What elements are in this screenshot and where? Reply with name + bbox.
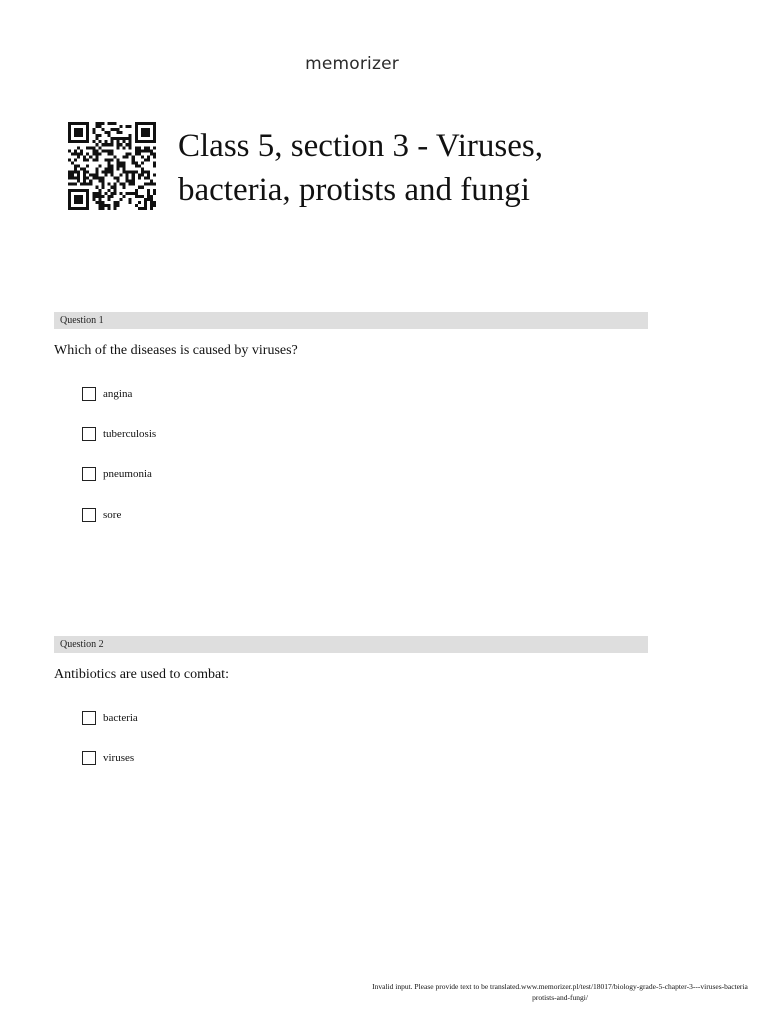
checkbox[interactable] bbox=[82, 427, 96, 441]
q2-option-viruses[interactable] bbox=[82, 749, 134, 767]
title-line-1: Class 5, section 3 - Viruses, bbox=[178, 128, 543, 164]
page-footer bbox=[352, 981, 768, 1003]
page-title bbox=[178, 124, 618, 212]
checkbox[interactable] bbox=[82, 751, 96, 765]
qr-code-icon bbox=[68, 122, 156, 210]
checkbox[interactable] bbox=[82, 387, 96, 401]
q1-option-pneumonia[interactable] bbox=[82, 465, 152, 483]
q2-option-bacteria[interactable] bbox=[82, 709, 138, 727]
option-label: tuberculosis bbox=[103, 428, 157, 440]
checkbox[interactable] bbox=[82, 467, 96, 481]
title-line-2: bacteria, protists and fungi bbox=[178, 172, 530, 208]
option-label: bacteria bbox=[103, 712, 138, 724]
option-label: pneumonia bbox=[103, 468, 152, 480]
footer-line-1: Invalid input. Please provide text to be translated.www.memorizer.pl/test/18017/biology-grade-5-chapter-3---viruses-bacteria bbox=[372, 982, 748, 991]
q1-option-sore[interactable] bbox=[82, 506, 121, 524]
question-1-text: Which of the diseases is caused by viruses? bbox=[54, 343, 298, 358]
question-2-header: Question 2 bbox=[54, 636, 648, 653]
q1-option-angina[interactable] bbox=[82, 385, 132, 403]
footer-line-2: protists-and-fungi/ bbox=[532, 993, 588, 1002]
question-2-text: Antibiotics are used to combat: bbox=[54, 667, 229, 682]
checkbox[interactable] bbox=[82, 711, 96, 725]
checkbox[interactable] bbox=[82, 508, 96, 522]
q1-option-tuberculosis[interactable] bbox=[82, 425, 156, 443]
question-1-header: Question 1 bbox=[54, 312, 648, 329]
option-label: angina bbox=[103, 388, 133, 400]
option-label: viruses bbox=[103, 752, 135, 764]
option-label: sore bbox=[103, 509, 122, 521]
memorizer-logo: memorizer bbox=[305, 54, 399, 74]
